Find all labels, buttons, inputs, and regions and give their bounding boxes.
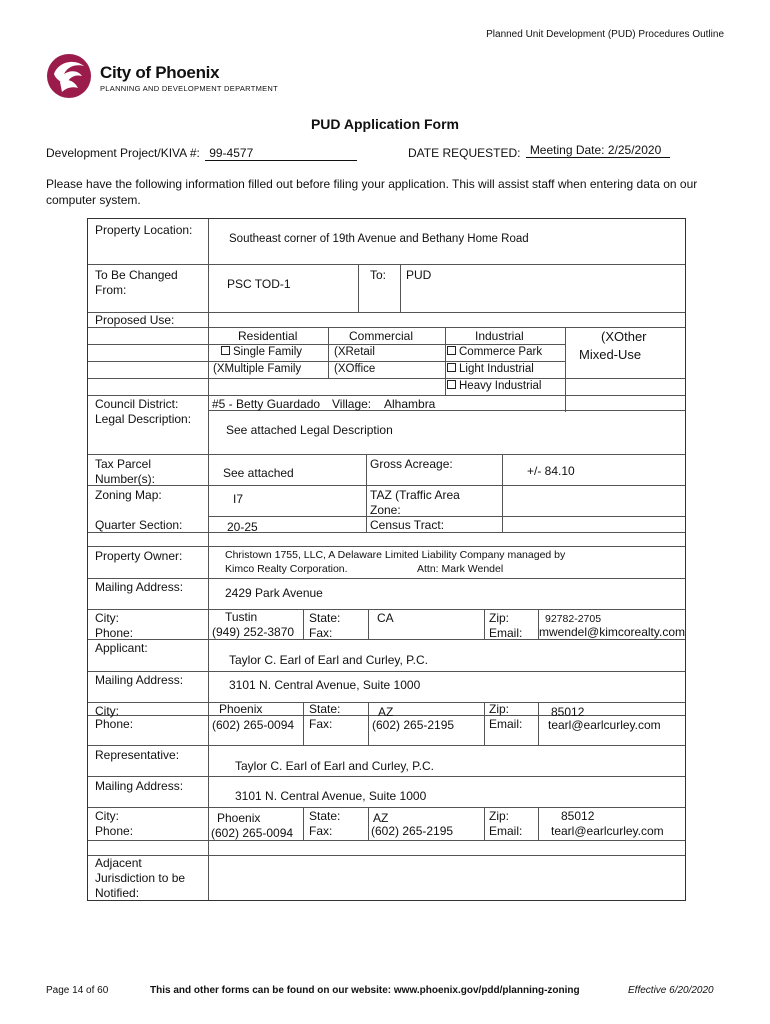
applicant-email-value[interactable]: tearl@earlcurley.com — [548, 718, 661, 732]
retail-checkbox[interactable] — [334, 346, 375, 358]
applicant-fax-label: Fax: — [309, 717, 333, 731]
multiple-family-check-mark: (X — [213, 363, 225, 375]
representative-city-value[interactable]: Phoenix — [217, 811, 261, 825]
owner-zip-value[interactable]: 92782-2705 — [545, 613, 602, 625]
commercial-heading: Commercial — [349, 329, 414, 343]
owner-name-line2: Kimco Realty Corporation. — [225, 563, 348, 575]
owner-mailing-label: Mailing Address: — [95, 580, 184, 594]
heavy-industrial-label: Heavy Industrial — [459, 380, 542, 392]
single-family-label: Single Family — [233, 346, 303, 358]
gross-acreage-label: Gross Acreage: — [370, 457, 453, 471]
adjacent-jurisdiction-value[interactable] — [212, 864, 680, 894]
other-checkbox[interactable] — [601, 329, 647, 344]
owner-fax-label: Fax: — [309, 626, 333, 640]
taz-label-2: Zone: — [370, 503, 401, 517]
representative-phone-label: Phone: — [95, 824, 134, 838]
applicant-label: Applicant: — [95, 641, 148, 655]
owner-phone-label: Phone: — [95, 626, 134, 640]
gross-acreage-value[interactable]: +/- 84.10 — [527, 464, 575, 478]
village-label: Village: — [332, 397, 372, 411]
to-be-changed-label-1: To Be Changed — [95, 268, 178, 282]
representative-mailing-value[interactable]: 3101 N. Central Avenue, Suite 1000 — [235, 789, 427, 803]
owner-email-label: Email: — [489, 626, 523, 640]
single-family-checkbox[interactable] — [221, 346, 302, 358]
page-number: Page 14 of 60 — [46, 985, 109, 996]
property-location-value[interactable]: Southeast corner of 19th Avenue and Bethany Home Road — [229, 233, 529, 245]
office-label: Office — [345, 363, 376, 375]
quarter-section-label: Quarter Section: — [95, 518, 183, 532]
owner-name-line1[interactable]: Christown 1755, LLC, A Delaware Limited Liability Company managed by — [225, 549, 566, 561]
village-value[interactable]: Alhambra — [384, 397, 436, 411]
representative-phone-value[interactable]: (602) 265-0094 — [211, 826, 294, 840]
legal-description-label: Legal Description: — [95, 412, 192, 426]
kiva-label: Development Project/KIVA #: — [46, 146, 200, 160]
commerce-park-label: Commerce Park — [459, 346, 543, 358]
multiple-family-checkbox[interactable] — [213, 363, 301, 375]
representative-fax-value[interactable]: (602) 265-2195 — [371, 824, 454, 838]
applicant-mailing-value[interactable]: 3101 N. Central Avenue, Suite 1000 — [229, 678, 421, 692]
owner-state-value[interactable]: CA — [377, 611, 394, 625]
phoenix-logo-icon — [44, 52, 94, 100]
owner-city-label: City: — [95, 611, 119, 625]
to-zoning-value[interactable]: PUD — [406, 268, 432, 282]
kiva-value[interactable]: 99-4577 — [205, 146, 357, 161]
representative-email-label: Email: — [489, 824, 523, 838]
applicant-zip-value[interactable]: 85012 — [551, 705, 585, 719]
applicant-state-value[interactable]: AZ — [378, 705, 394, 719]
effective-date: Effective 6/20/2020 — [628, 985, 714, 996]
representative-zip-label: Zip: — [489, 809, 510, 823]
applicant-phone-label: Phone: — [95, 717, 134, 731]
representative-email-value[interactable]: tearl@earlcurley.com — [551, 824, 664, 838]
owner-attn: Attn: Mark Wendel — [417, 563, 504, 575]
applicant-email-label: Email: — [489, 717, 523, 731]
to-be-changed-label-2: From: — [95, 283, 127, 297]
multiple-family-label: Multiple Family — [224, 363, 302, 375]
document-header: Planned Unit Development (PUD) Procedures Outline — [486, 29, 724, 40]
other-label: Other — [614, 329, 647, 344]
owner-city-value[interactable]: Tustin — [225, 610, 258, 624]
representative-fax-label: Fax: — [309, 824, 333, 838]
owner-zip-label: Zip: — [489, 611, 510, 625]
adjacent-label-1: Adjacent — [95, 856, 142, 870]
representative-mailing-label: Mailing Address: — [95, 779, 184, 793]
light-industrial-checkbox[interactable] — [447, 363, 534, 375]
owner-email-value[interactable]: mwendel@kimcorealty.com — [539, 625, 685, 639]
retail-check-mark: (X — [334, 346, 346, 358]
adjacent-label-3: Notified: — [95, 886, 140, 900]
owner-state-label: State: — [309, 611, 341, 625]
applicant-name-value[interactable]: Taylor C. Earl of Earl and Curley, P.C. — [229, 653, 428, 667]
office-check-mark: (X — [334, 363, 346, 375]
owner-phone-value[interactable]: (949) 252-3870 — [212, 625, 295, 639]
representative-city-label: City: — [95, 809, 119, 823]
council-district-label: Council District: — [95, 397, 179, 411]
applicant-city-value[interactable]: Phoenix — [219, 702, 263, 716]
representative-label: Representative: — [95, 748, 180, 762]
property-location-label: Property Location: — [95, 223, 193, 237]
logo-name: City of Phoenix — [100, 63, 220, 82]
intro-text: Please have the following information filled out before filing your application. This will assist staff when entering data on our computer system. — [46, 177, 698, 207]
applicant-mailing-label: Mailing Address: — [95, 673, 184, 687]
applicant-fax-value[interactable]: (602) 265-2195 — [372, 718, 455, 732]
date-requested-value[interactable]: Meeting Date: 2/25/2020 — [526, 143, 670, 158]
proposed-use-label: Proposed Use: — [95, 313, 175, 327]
date-requested-field — [408, 143, 670, 161]
applicant-city-label: City: — [95, 704, 119, 718]
website-note: This and other forms can be found on our website: www.phoenix.gov/pdd/planning-zoning — [150, 985, 580, 996]
adjacent-label-2: Jurisdiction to be — [95, 871, 186, 885]
tax-parcel-value[interactable]: See attached — [223, 466, 294, 480]
commerce-park-checkbox[interactable] — [447, 346, 542, 358]
tax-parcel-label-1: Tax Parcel — [95, 457, 152, 471]
other-check-mark: (X — [601, 329, 614, 344]
form-title: PUD Application Form — [310, 116, 460, 132]
zoning-map-label: Zoning Map: — [95, 488, 162, 502]
applicant-phone-value[interactable]: (602) 265-0094 — [212, 718, 295, 732]
representative-state-value[interactable]: AZ — [373, 811, 389, 825]
to-label: To: — [370, 268, 387, 282]
representative-name-value[interactable]: Taylor C. Earl of Earl and Curley, P.C. — [235, 759, 434, 773]
logo-department: PLANNING AND DEVELOPMENT DEPARTMENT — [100, 84, 279, 93]
property-owner-label: Property Owner: — [95, 549, 183, 563]
applicant-zip-label: Zip: — [489, 702, 510, 716]
owner-mailing-value[interactable]: 2429 Park Avenue — [225, 586, 323, 600]
applicant-state-label: State: — [309, 702, 341, 716]
census-tract-label: Census Tract: — [370, 518, 445, 532]
tax-parcel-label-2: Number(s): — [95, 472, 156, 486]
heavy-industrial-checkbox[interactable] — [447, 380, 541, 392]
date-requested-label: DATE REQUESTED: — [408, 146, 521, 160]
other-value[interactable]: Mixed-Use — [579, 347, 642, 362]
representative-state-label: State: — [309, 809, 341, 823]
office-checkbox[interactable] — [334, 363, 375, 375]
zoning-map-value[interactable]: I7 — [233, 492, 244, 506]
industrial-heading: Industrial — [475, 329, 524, 343]
kiva-field — [46, 146, 357, 161]
from-zoning-value[interactable]: PSC TOD-1 — [227, 277, 291, 291]
legal-description-value[interactable]: See attached Legal Description — [226, 423, 393, 437]
council-district-value[interactable]: #5 - Betty Guardado — [212, 397, 321, 411]
light-industrial-label: Light Industrial — [459, 363, 534, 375]
taz-label-1: TAZ (Traffic Area — [370, 488, 460, 502]
representative-zip-value[interactable]: 85012 — [561, 809, 595, 823]
quarter-section-value[interactable]: 20-25 — [227, 520, 258, 534]
pud-application-table — [87, 218, 686, 901]
residential-heading: Residential — [238, 329, 298, 343]
retail-label: Retail — [345, 346, 375, 358]
